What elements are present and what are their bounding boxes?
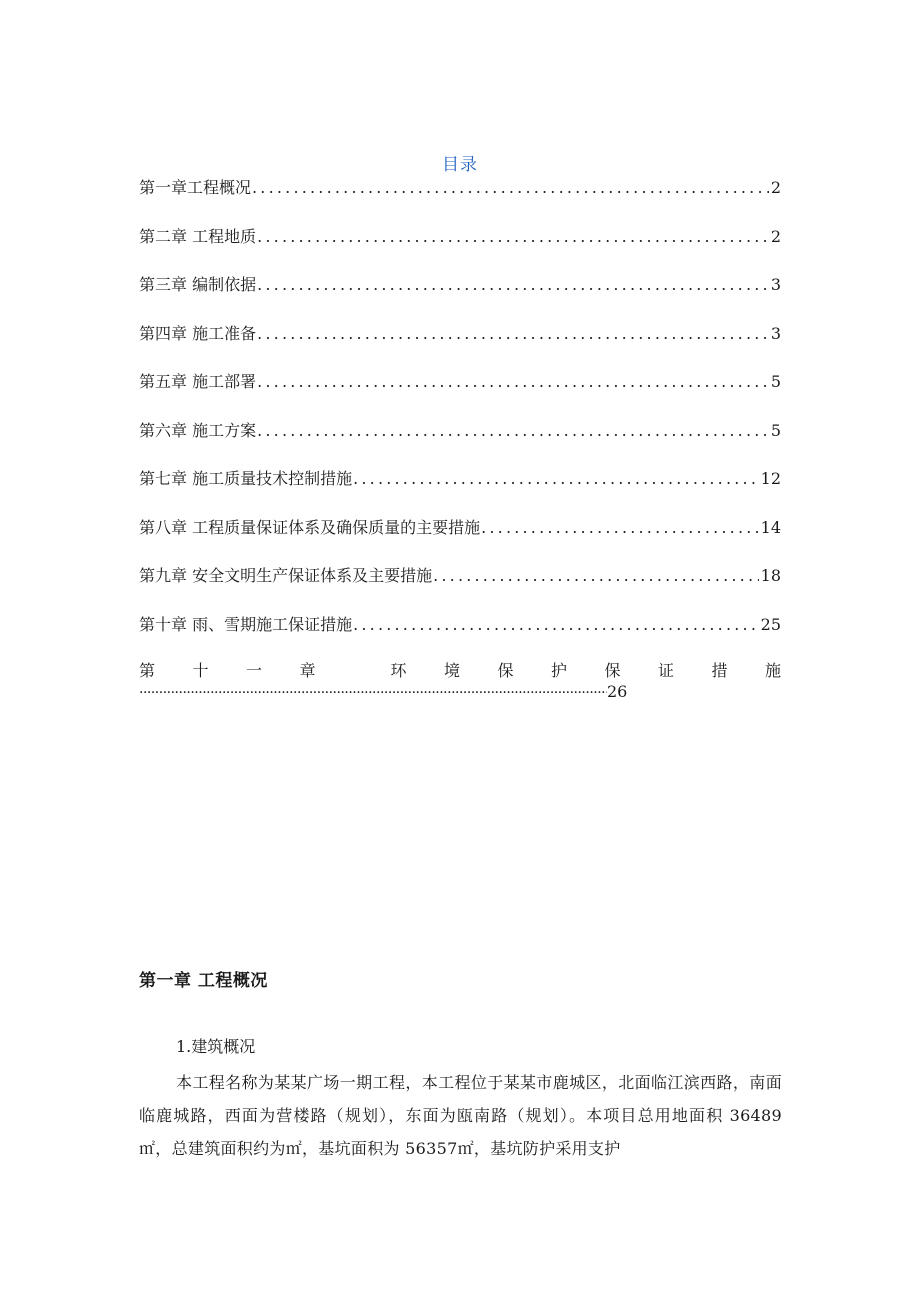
toc-entry-page: 26	[607, 682, 628, 701]
toc-entry-page: 5	[770, 372, 781, 391]
toc-entry-page: 25	[760, 614, 781, 634]
toc-entry-page: 5	[770, 420, 781, 440]
toc-entry[interactable]	[139, 225, 781, 274]
toc-entry-page: 2	[770, 226, 781, 246]
toc-entry-label: 第六章 施工方案	[139, 420, 257, 440]
toc-entry[interactable]	[139, 516, 781, 565]
toc-char: 境	[443, 661, 460, 680]
toc-entry-label: 第一章工程概况	[139, 178, 252, 197]
toc-char: 施	[764, 661, 781, 680]
toc-entry[interactable]	[139, 564, 781, 613]
toc-title: 目录	[442, 155, 478, 175]
toc-entry[interactable]	[139, 613, 781, 662]
toc-leader-dots	[433, 564, 759, 588]
toc-leader-dots	[257, 419, 769, 443]
toc-char: 第	[139, 661, 156, 680]
toc-entry-label: 第三章 编制依据	[139, 275, 257, 294]
toc-entry[interactable]	[139, 419, 781, 468]
toc-char: 环	[390, 661, 407, 680]
toc-entry-page: 14	[760, 517, 781, 537]
toc-entry-last-label	[139, 660, 781, 682]
toc-entry-page: 2	[770, 178, 781, 197]
toc-leader-dots	[353, 467, 759, 491]
toc-entry[interactable]	[139, 273, 781, 322]
toc-char: 保	[497, 661, 514, 680]
toc-entry[interactable]	[139, 176, 781, 225]
toc-entry-label: 第四章 施工准备	[139, 323, 257, 343]
toc-char: 措	[711, 661, 728, 680]
toc-entry-label: 第九章 安全文明生产保证体系及主要措施	[139, 566, 433, 585]
toc-leader-dots	[353, 613, 759, 637]
toc-char: 证	[657, 661, 674, 680]
toc-entry-last[interactable]	[139, 660, 781, 703]
section-heading: 1.建筑概况	[176, 1037, 256, 1056]
body-paragraph: 本工程名称为某某广场一期工程，本工程位于某某市鹿城区，北面临江滨西路，南面临鹿城路，西面为营楼路（规划），东面为瓯南路（规划）。本项目总用地面积 36489㎡，总建筑面积约为㎡，基坑面积为 56357㎡，基坑防护采用支护	[139, 1073, 782, 1158]
toc-char: 章	[299, 661, 316, 680]
toc-list	[139, 176, 781, 661]
toc-entry-last-leader	[139, 682, 781, 703]
toc-char: 十	[192, 661, 209, 680]
toc-leader-dots	[257, 370, 769, 394]
toc-entry[interactable]	[139, 370, 781, 419]
toc-entry-label: 第二章 工程地质	[139, 226, 257, 246]
toc-leader-dots	[257, 225, 769, 249]
toc-entry-label: 第七章 施工质量技术控制措施	[139, 469, 353, 488]
toc-char: 一	[246, 661, 263, 680]
toc-entry-label: 第十章 雨、雪期施工保证措施	[139, 614, 353, 634]
toc-entry-label: 第八章 工程质量保证体系及确保质量的主要措施	[139, 517, 481, 537]
toc-leader-dots	[252, 176, 769, 200]
toc-entry[interactable]	[139, 322, 781, 371]
toc-entry-page: 18	[760, 566, 781, 585]
toc-leader-dots	[257, 322, 769, 346]
toc-char: 护	[550, 661, 567, 680]
toc-entry-label: 第五章 施工部署	[139, 372, 257, 391]
toc-entry[interactable]	[139, 467, 781, 516]
toc-char: 保	[604, 661, 621, 680]
chapter-heading: 第一章 工程概况	[139, 971, 268, 991]
toc-leader-dots	[139, 683, 607, 703]
toc-entry-page: 12	[760, 469, 781, 488]
toc-leader-dots	[481, 516, 759, 540]
toc-entry-page: 3	[770, 275, 781, 294]
toc-entry-page: 3	[770, 323, 781, 343]
toc-leader-dots	[257, 273, 769, 297]
